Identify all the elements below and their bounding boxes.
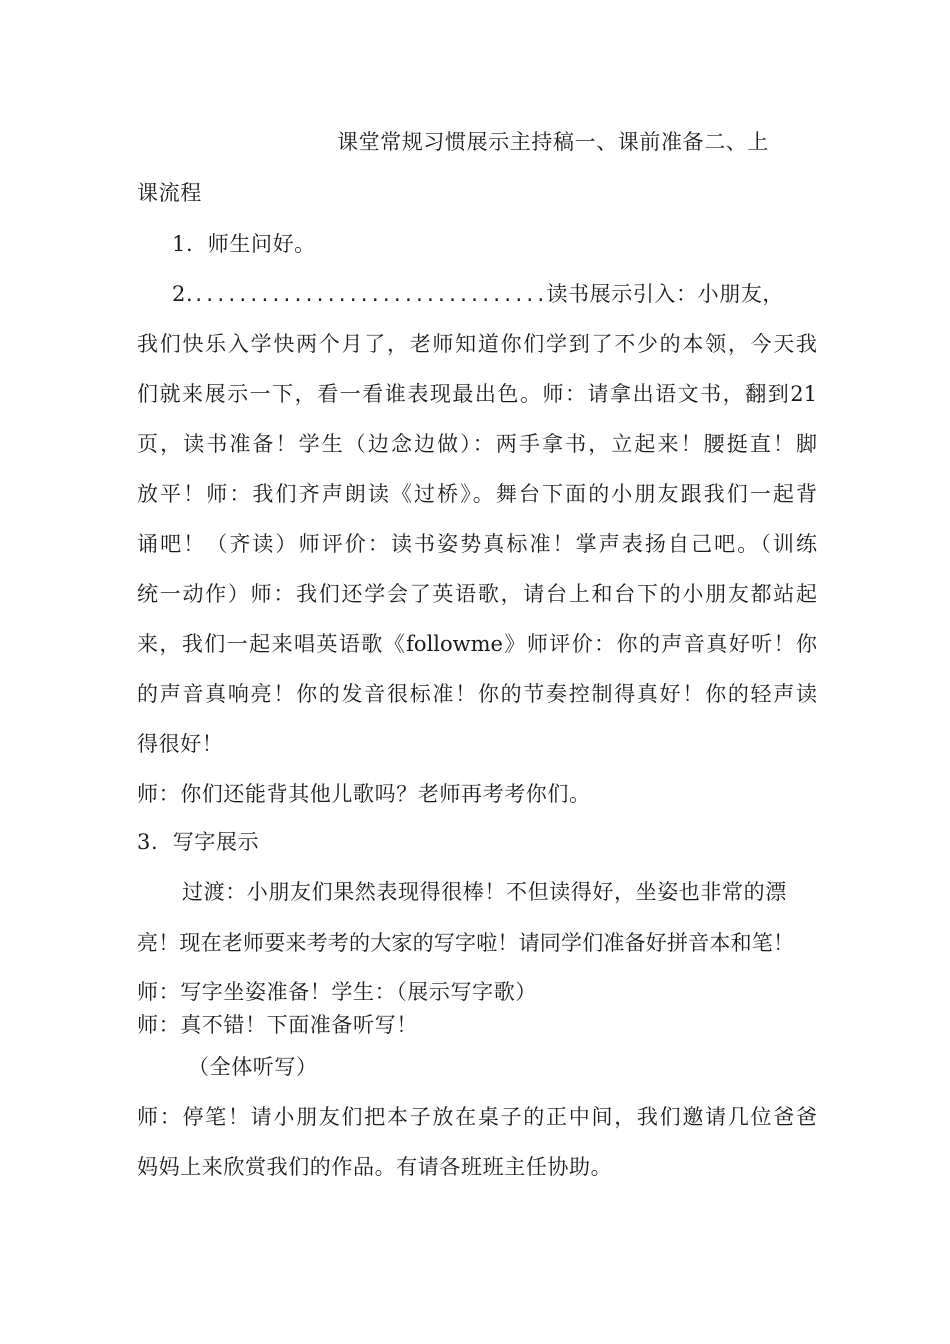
paragraph-line: 的声音真响亮！你的发音很标准！你的节奏控制得真好！你的轻声读 [137, 682, 817, 706]
paragraph-line: 们就来展示一下，看一看谁表现最出色。师：请拿出语文书，翻到21 [137, 382, 817, 406]
dotted-leader: ................................ [193, 285, 547, 306]
paragraph-line: 来，我们一起来唱英语歌《followme》师评价：你的声音真好听！你 [137, 632, 817, 656]
paragraph-line-last: 得很好！ [137, 732, 224, 756]
transition-line: 过渡：小朋友们果然表现得很棒！不但读得好，坐姿也非常的漂 [182, 880, 787, 904]
list-item-3: 3. 写字展示 [137, 830, 260, 854]
teacher-line: 师：停笔！请小朋友们把本子放在桌子的正中间，我们邀请几位爸爸 [137, 1105, 817, 1129]
document-title-line-1: 课堂常规习惯展示主持稿一、课前准备二、上 [337, 130, 769, 154]
transition-line: 亮！现在老师要来考考的大家的写字啦！请同学们准备好拼音本和笔！ [137, 931, 795, 955]
paragraph-line: 放平！师：我们齐声朗读《过桥》。舞台下面的小朋友跟我们一起背 [137, 482, 817, 506]
teacher-line: 妈妈上来欣赏我们的作品。有请各班班主任协助。 [137, 1155, 613, 1179]
list-item-1: 1. 师生问好。 [172, 232, 316, 256]
teacher-line: 师：写字坐姿准备！学生：（展示写字歌） [137, 980, 537, 1004]
teacher-line: 师：真不错！下面准备听写！ [137, 1013, 418, 1037]
dictation-note: （全体听写） [188, 1055, 318, 1079]
list-item-2-number: 2. [172, 282, 194, 306]
paragraph-line: 统一动作）师：我们还学会了英语歌，请台上和台下的小朋友都站起 [137, 582, 817, 606]
paragraph-line: 页，读书准备！学生（边念边做）：两手拿书，立起来！腰挺直！脚 [137, 432, 817, 456]
list-item-2 [172, 281, 784, 309]
list-item-2-text: 读书展示引入：小朋友， [546, 282, 785, 306]
paragraph-line: 诵吧！（齐读）师评价：读书姿势真标准！掌声表扬自己吧。（训练 [137, 532, 817, 556]
teacher-line: 师：你们还能背其他儿歌吗？老师再考考你们。 [137, 782, 591, 806]
paragraph-line: 我们快乐入学快两个月了，老师知道你们学到了不少的本领，今天我 [137, 332, 817, 356]
document-title-line-2: 课流程 [137, 181, 202, 205]
